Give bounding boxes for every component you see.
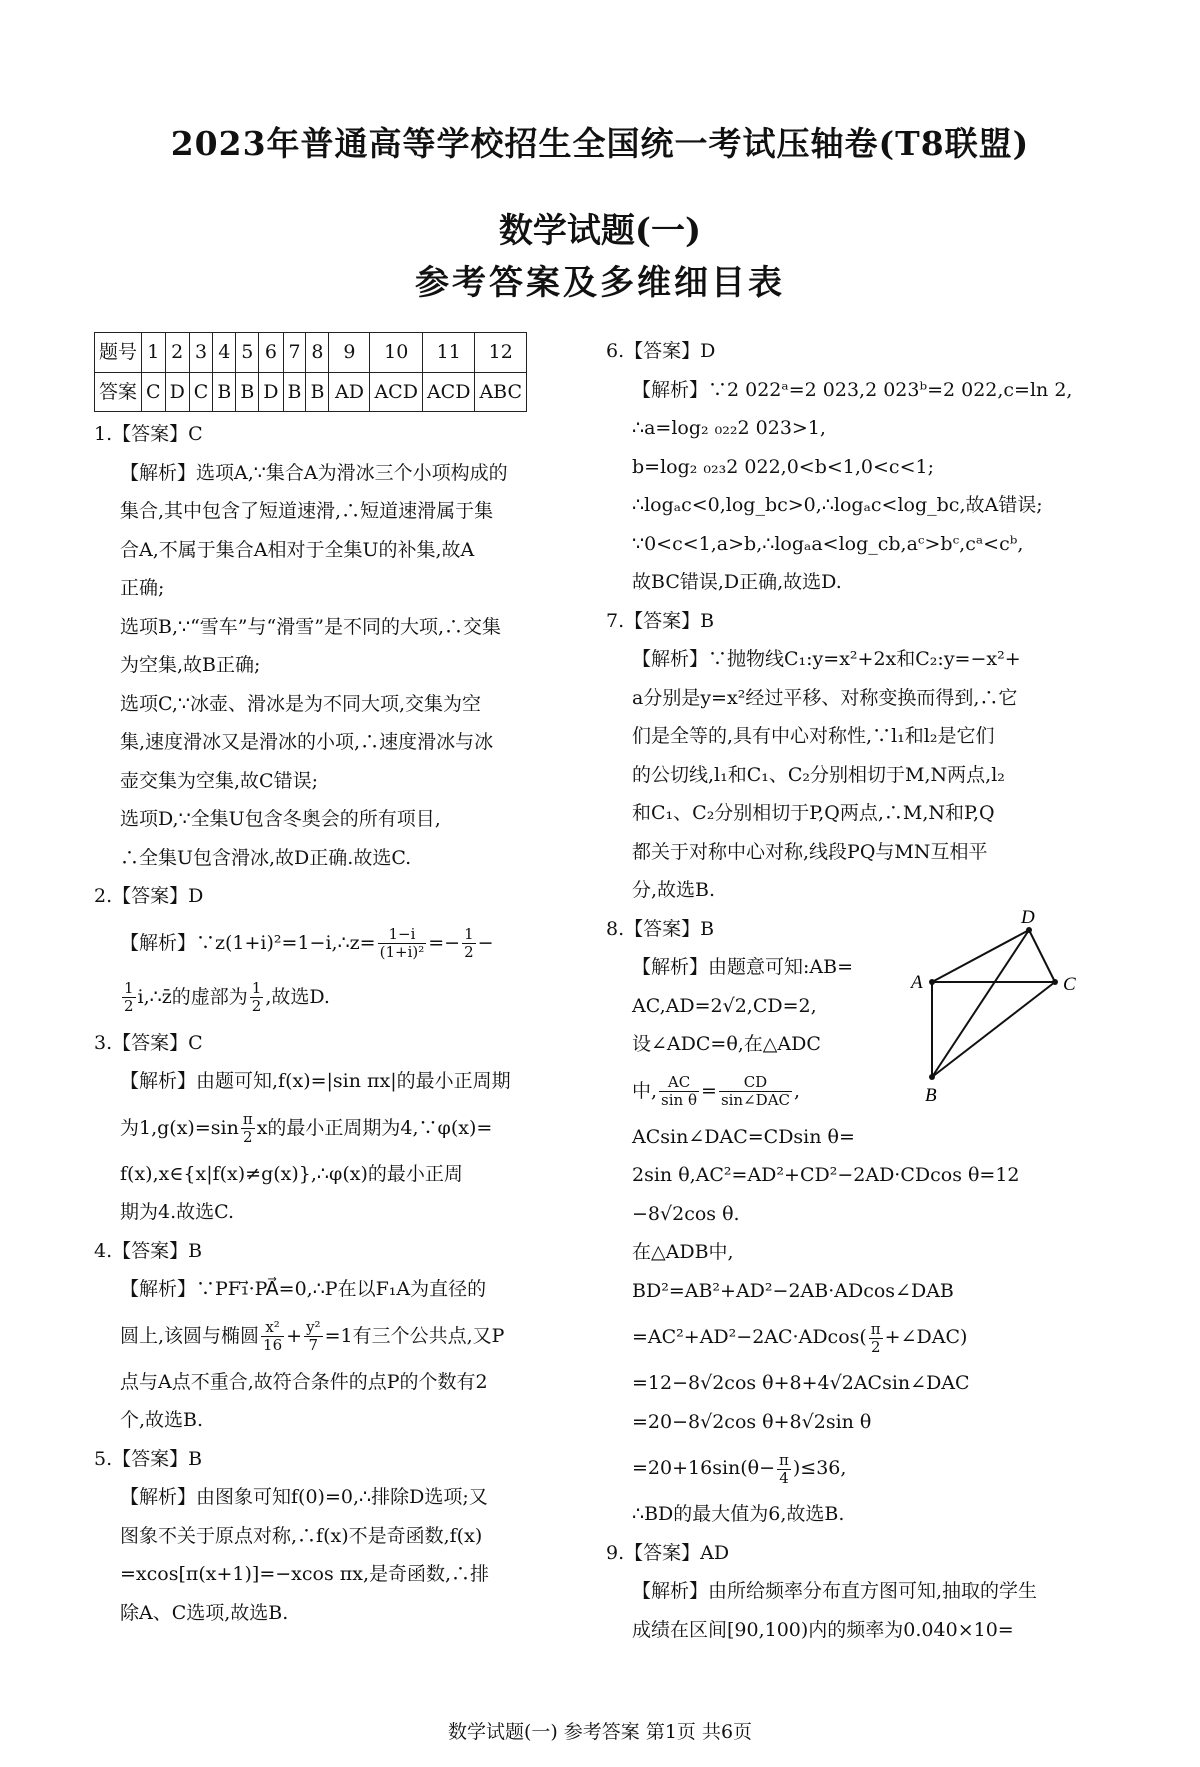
- fraction: [378, 926, 427, 961]
- table-cell: B: [236, 372, 259, 412]
- text-line: 和C₁、C₂分别相切于P,Q两点,∴M,N和P,Q: [632, 802, 995, 824]
- text: ,故选D.: [265, 985, 330, 1008]
- numerator: 1: [464, 925, 474, 943]
- text-line: 【解析】选项A,∵集合A为滑冰三个小项构成的: [120, 461, 508, 484]
- text: =20+16sin(θ−: [632, 1457, 776, 1479]
- text-line: ∴全集U包含滑冰,故D正确.故选C.: [120, 846, 412, 869]
- table-cell: 7: [283, 333, 306, 373]
- text: 圆上,该圆与椭圆: [120, 1324, 260, 1347]
- text-line: f(x),x∈{x|f(x)≠g(x)},∴φ(x)的最小正周: [120, 1162, 463, 1185]
- table-cell: 12: [475, 333, 527, 373]
- text: =: [701, 1079, 717, 1102]
- fraction: [719, 1074, 792, 1109]
- document-title: 2023年普通高等学校招生全国统一考试压轴卷(T8联盟): [170, 124, 1030, 163]
- text: =1有三个公共点,又P: [324, 1324, 505, 1347]
- text-line: 【解析】∵2 022ᵃ=2 023,2 023ᵇ=2 022,c=ln 2,: [632, 378, 1073, 401]
- text-line: ∴logₐc<0,log_bc>0,∴logₐc<log_bc,故A错误;: [632, 494, 1043, 516]
- formula-line: [94, 916, 584, 970]
- denominator: (1+i)²: [379, 943, 425, 961]
- table-cell: 9: [329, 333, 370, 373]
- numerator: CD: [719, 1074, 792, 1092]
- table-cell: 4: [213, 333, 236, 373]
- text-line: 2sin θ,AC²=AD²+CD²−2AD·CDcos θ=12: [632, 1164, 1020, 1186]
- answer-9-heading: 9.【答案】AD: [606, 1541, 730, 1564]
- numerator: π: [242, 1110, 253, 1128]
- text-line: 为空集,故B正确;: [120, 654, 261, 676]
- text-line: 除A、C选项,故选B.: [120, 1601, 289, 1624]
- table-row: [95, 372, 527, 412]
- numerator: π: [870, 1319, 881, 1338]
- table-cell: B: [213, 372, 236, 412]
- text-line: b=log₂ ₀₂₃2 022,0<b<1,0<c<1;: [632, 455, 934, 478]
- table-header-cell: 题号: [95, 333, 142, 373]
- denominator: 16: [263, 1336, 283, 1354]
- denominator: sin∠DAC: [720, 1091, 790, 1109]
- fraction: [241, 1111, 255, 1146]
- numerator: AC: [659, 1074, 699, 1092]
- text-line: 分,故选B.: [632, 879, 716, 901]
- text: 为1,g(x)=sin: [120, 1116, 239, 1139]
- fraction: [304, 1319, 323, 1354]
- text-line: ∴a=log₂ ₀₂₂2 023>1,: [632, 417, 826, 439]
- text-line: a分别是y=x²经过平移、对称变换而得到,∴它: [632, 686, 1018, 709]
- table-cell: ACD: [370, 372, 423, 412]
- text-line: 选项B,∵“雪车”与“滑雪”是不同的大项,∴交集: [120, 615, 501, 638]
- text: −: [477, 931, 494, 954]
- text-line: 选项C,∵冰壶、滑冰是为不同大项,交集为空: [120, 692, 482, 715]
- edge-ad: [932, 930, 1029, 982]
- label-d: D: [1021, 907, 1035, 928]
- answer-4-heading: 4.【答案】B: [94, 1239, 203, 1262]
- table-cell: ACD: [422, 372, 475, 412]
- text-line: 集合,其中包含了短道速滑,∴短道速滑属于集: [120, 500, 494, 522]
- table-cell: ABC: [475, 372, 527, 412]
- table-cell: D: [259, 372, 283, 412]
- answer-8-heading: 8.【答案】B: [606, 917, 715, 940]
- table-cell: B: [283, 372, 306, 412]
- text-line: 【解析】由题意可知:AB=: [632, 956, 854, 978]
- denominator: 2: [464, 943, 474, 961]
- text: x的最小正周期为4,∵φ(x)=: [256, 1116, 493, 1139]
- page-footer: 数学试题(一) 参考答案 第1页 共6页: [447, 1721, 753, 1743]
- numerator: 1−i: [378, 926, 427, 944]
- label-b: B: [925, 1085, 937, 1105]
- fraction: [869, 1321, 883, 1356]
- fraction: [462, 926, 476, 961]
- formula-line: [94, 1101, 584, 1155]
- text-line: 图象不关于原点对称,∴f(x)不是奇函数,f(x): [120, 1524, 483, 1547]
- text-line: 都关于对称中心对称,线段PQ与MN互相平: [632, 840, 988, 863]
- denominator: 7: [308, 1336, 319, 1354]
- text: 【解析】∵z(1+i)²=1−i,∴z=: [120, 931, 376, 954]
- numerator: x²: [261, 1319, 284, 1337]
- table-cell: 2: [165, 333, 189, 373]
- text-line: 【解析】∵抛物线C₁:y=x²+2x和C₂:y=−x²+: [632, 648, 1021, 670]
- point-b: [929, 1074, 935, 1080]
- text-line: =20−8√2cos θ+8√2sin θ: [632, 1410, 872, 1433]
- table-cell: 8: [306, 333, 329, 373]
- answer-2-heading: 2.【答案】D: [94, 885, 204, 907]
- text: =AC²+AD²−2AC·ADcos(: [632, 1326, 867, 1348]
- quadrilateral-diagram: [905, 905, 1115, 1105]
- text: 中,: [632, 1079, 658, 1102]
- text-line: 选项D,∵全集U包含冬奥会的所有项目,: [120, 808, 441, 830]
- answer-3-heading: 3.【答案】C: [94, 1031, 203, 1054]
- text-line: ACsin∠DAC=CDsin θ=: [632, 1125, 855, 1148]
- numerator: y²: [306, 1318, 321, 1336]
- text-line: =12−8√2cos θ+8+4√2ACsin∠DAC: [632, 1372, 970, 1394]
- text-line: 正确;: [120, 577, 165, 599]
- text: ,: [794, 1079, 801, 1102]
- answer-1-heading: 1.【答案】C: [94, 423, 203, 445]
- text-line: 的公切线,l₁和C₁、C₂分别相切于M,N两点,l₂: [632, 763, 1005, 786]
- point-c: [1052, 979, 1058, 985]
- text-line: 们是全等的,具有中心对称性,∵l₁和l₂是它们: [632, 725, 995, 747]
- formula-line: [606, 1310, 1106, 1364]
- answer-7-heading: 7.【答案】B: [606, 609, 715, 632]
- answer-table: [94, 332, 527, 412]
- numerator: π: [779, 1450, 789, 1469]
- table-cell: 5: [236, 333, 259, 373]
- denominator: 2: [242, 1128, 253, 1146]
- edge-bd: [932, 930, 1029, 1077]
- document-subtitle: 数学试题(一): [498, 211, 702, 251]
- text-line: 合A,不属于集合A相对于全集U的补集,故A: [120, 538, 475, 561]
- fraction: [261, 1319, 284, 1354]
- formula-line: [606, 1441, 1106, 1495]
- text-line: ∵0<c<1,a>b,∴logₐa<log_cb,aᶜ>bᶜ,cᵃ<cᵇ,: [632, 532, 1024, 555]
- text-line: AC,AD=2√2,CD=2,: [632, 994, 817, 1017]
- table-cell: B: [306, 372, 329, 412]
- answer-5-heading: 5.【答案】B: [94, 1447, 203, 1470]
- table-cell: 6: [259, 333, 283, 373]
- text-line: 个,故选B.: [120, 1409, 204, 1431]
- text-line: =xcos[π(x+1)]=−xcos πx,是奇函数,∴排: [120, 1563, 490, 1585]
- answer-6-heading: 6.【答案】D: [606, 340, 716, 362]
- formula-line: [94, 970, 584, 1024]
- label-c: C: [1063, 974, 1076, 995]
- table-header-cell: 答案: [95, 372, 142, 412]
- table-cell: AD: [329, 372, 370, 412]
- denominator: 2: [251, 997, 262, 1015]
- denominator: 4: [779, 1468, 789, 1487]
- text: =−: [428, 931, 461, 954]
- fraction: [250, 980, 264, 1015]
- table-cell: D: [165, 372, 189, 412]
- text-line: −8√2cos θ.: [632, 1202, 740, 1225]
- point-a: [929, 979, 935, 985]
- fraction: [122, 980, 136, 1015]
- text-line: 设∠ADC=θ,在△ADC: [632, 1033, 821, 1055]
- text-line: 在△ADB中,: [632, 1241, 734, 1263]
- fraction: [659, 1074, 699, 1109]
- text-line: 【解析】由图象可知f(0)=0,∴排除D选项;又: [120, 1486, 488, 1508]
- table-cell: 1: [142, 333, 166, 373]
- table-cell: 11: [422, 333, 475, 373]
- text: )≤36,: [792, 1457, 847, 1479]
- text-line: 壶交集为空集,故C错误;: [120, 769, 318, 792]
- table-cell: 10: [370, 333, 423, 373]
- numerator: 1: [124, 979, 134, 997]
- denominator: 2: [870, 1337, 881, 1356]
- text: +∠DAC): [884, 1326, 968, 1348]
- denominator: 2: [124, 997, 134, 1015]
- text-line: 集,速度滑冰又是滑冰的小项,∴速度滑冰与冰: [120, 731, 494, 753]
- edge-dc: [1029, 930, 1055, 982]
- text-line: 故BC错误,D正确,故选D.: [632, 571, 842, 593]
- text: +: [286, 1324, 303, 1347]
- text-line: 【解析】∵PF₁⃗·PA⃗=0,∴P在以F₁A为直径的: [120, 1278, 487, 1300]
- denominator: sin θ: [661, 1091, 698, 1109]
- text: i,∴z̄的虚部为: [137, 985, 248, 1008]
- edge-bc: [932, 982, 1055, 1077]
- text-line: 成绩在区间[90,100)内的频率为0.040×10=: [632, 1618, 1014, 1641]
- fraction: [777, 1452, 791, 1487]
- document-subtitle-2: 参考答案及多维细目表: [415, 263, 785, 303]
- left-column: [94, 332, 584, 1632]
- formula-line: [94, 1309, 584, 1363]
- table-row: [95, 333, 527, 373]
- text-line: 【解析】由所给频率分布直方图可知,抽取的学生: [632, 1580, 1038, 1602]
- numerator: 1: [251, 979, 262, 997]
- diagram-svg: [905, 905, 1115, 1105]
- table-cell: C: [189, 372, 213, 412]
- text-line: 【解析】由题可知,f(x)=|sin πx|的最小正周期: [120, 1070, 511, 1092]
- label-a: A: [911, 972, 923, 993]
- text-line: 期为4.故选C.: [120, 1201, 235, 1223]
- table-cell: 3: [189, 333, 213, 373]
- text-line: BD²=AB²+AD²−2AB·ADcos∠DAB: [632, 1279, 954, 1302]
- text-line: ∴BD的最大值为6,故选B.: [632, 1503, 845, 1525]
- table-cell: C: [142, 372, 166, 412]
- text-line: 点与A点不重合,故符合条件的点P的个数有2: [120, 1370, 488, 1393]
